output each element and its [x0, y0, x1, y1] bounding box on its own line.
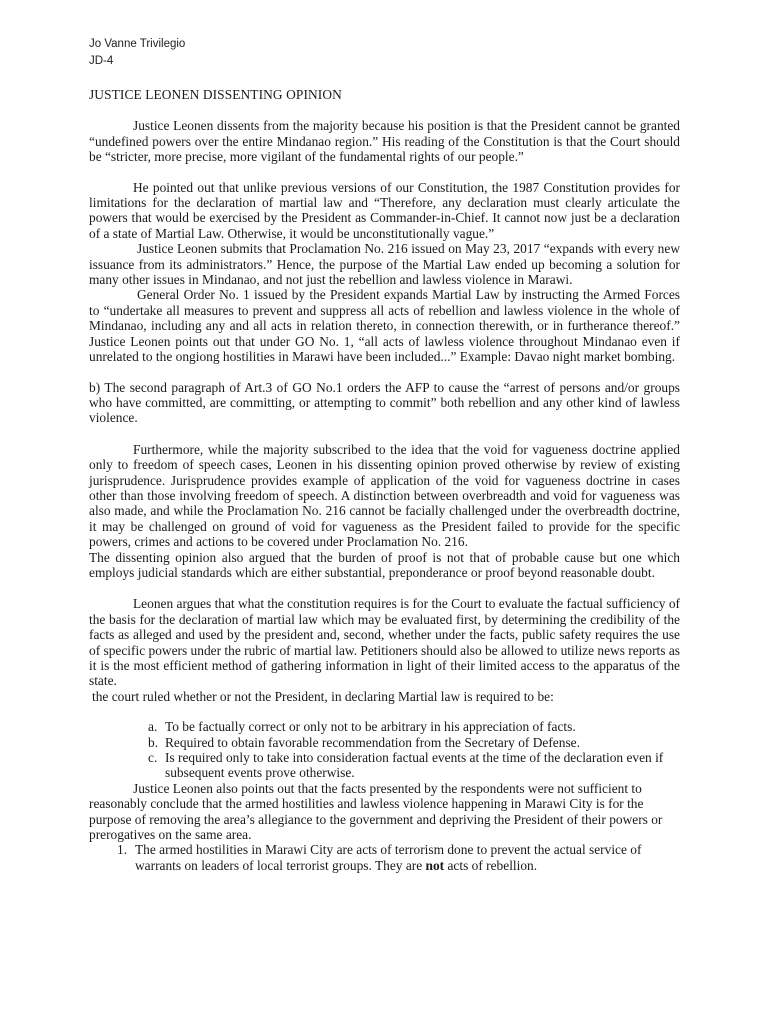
list-item [148, 750, 680, 781]
list-item-text: Is required only to take into consideration factual events at the time of the declaration even if subsequent events prove otherwise. [165, 750, 664, 781]
numbered-list [89, 842, 680, 873]
list-item-text: The armed hostilities in Marawi City are acts of terrorism done to prevent the actual service of warrants on leaders of local terrorist groups. They are [135, 842, 642, 873]
paragraph-2: He pointed out that unlike previous versions of our Constitution, the 1987 Constitution provides for limitations for the declaration of martial law and “Therefore, any declaration must clearly articulate the powers that would be exercised by the President as Commander-in-Chief. It cannot now just be a declaration of a state of Martial Law. Otherwise, it would be unconstitutionally vague.” [89, 179, 680, 241]
paragraph-9: the court ruled whether or not the President, in declaring Martial law is required to be: [92, 688, 554, 704]
document-title: JUSTICE LEONEN DISSENTING OPINION [89, 87, 342, 102]
paragraph-10: Justice Leonen also points out that the facts presented by the respondents were not sufficient to reasonably conclude that the armed hostilities and lawless violence happening in Marawi City is for the purpose of removing the area’s allegiance to the government and depriving the President of their powers or prerogatives on the same area. [89, 780, 663, 843]
paragraph-3: Justice Leonen submits that Proclamation No. 216 issued on May 23, 2017 “expands with every new issuance from its administrators.” Hence, the purpose of the Martial Law ended up becoming a solution for many other issues in Mindanao, and not just the rebellion and lawless violence in Marawi. [89, 241, 680, 288]
author-name: Jo Vanne Trivilegio [89, 38, 186, 50]
alpha-list [89, 719, 680, 781]
list-marker: a. [148, 719, 158, 735]
list-marker: c. [148, 750, 158, 766]
paragraph-6: Furthermore, while the majority subscribed to the idea that the void for vagueness doctrine applied only to freedom of speech cases, Leonen in his dissenting opinion proved otherwise by review of existing jurisprudence. Jurisprudence provides example of application of the void for vagueness doctrine in cases other than those involving freedom of speech. A distinction between overbreadth and void for vagueness was also made, and while the Proclamation No. 216 cannot be facially challenged under the overbreadth doctrine, it may be challenged on ground of void for vagueness as the President failed to provide for the specific powers, crimes and actions to be covered under Proclamation No. 216. [89, 441, 680, 550]
list-item-text-end: acts of rebellion. [444, 857, 538, 873]
list-marker: 1. [117, 842, 128, 858]
list-item [148, 719, 680, 734]
list-item [148, 735, 680, 750]
list-item-text: Required to obtain favorable recommendation from the Secretary of Defense. [165, 734, 580, 750]
list-item [117, 842, 680, 873]
emphasis-text: not [425, 857, 445, 873]
paragraph-5: b) The second paragraph of Art.3 of GO No.1 orders the AFP to cause the “arrest of persons and/or groups who have committed, are committing, or attempting to commit” both rebellion and any other kind of lawless violence. [89, 379, 680, 426]
paragraph-1: Justice Leonen dissents from the majority because his position is that the President cannot be granted “undefined powers over the entire Mindanao region.” His reading of the Constitution is that the Court should be “stricter, more precise, more vigilant of the fundamental rights of our people.” [89, 118, 680, 165]
paragraph-7: The dissenting opinion also argued that the burden of proof is not that of probable cause but one which employs judicial standards which are either substantial, preponderance or proof beyond reasonable doubt. [89, 549, 680, 580]
paragraph-4: General Order No. 1 issued by the President expands Martial Law by instructing the Armed Forces to “undertake all measures to prevent and suppress all acts of rebellion and lawless violence in the whole of Mindanao, including any and all acts in relation thereto, in connection therewith, or in furtherance thereof.” Justice Leonen points out that under GO No. 1, “all acts of lawless violence throughout Mindanao even if unrelated to the ongiong hostilities in Marawi have been included...” Example: Davao night market bombing. [89, 287, 680, 365]
list-item-text: To be factually correct or only not to be arbitrary in his appreciation of facts. [165, 719, 576, 735]
author-class: JD-4 [89, 55, 114, 67]
list-marker: b. [148, 734, 159, 750]
paragraph-8: Leonen argues that what the constitution requires is for the Court to evaluate the factual sufficiency of the basis for the declaration of martial law which may be evaluated first, by determining the credibility of the facts as alleged and used by the president and, second, whether under the facts, public safety requires the use of specific powers under the rubric of martial law. Petitioners should also be allowed to utilize news reports as it is the most efficient method of gathering information in light of their limited access to the apparatus of the state. [89, 596, 680, 689]
